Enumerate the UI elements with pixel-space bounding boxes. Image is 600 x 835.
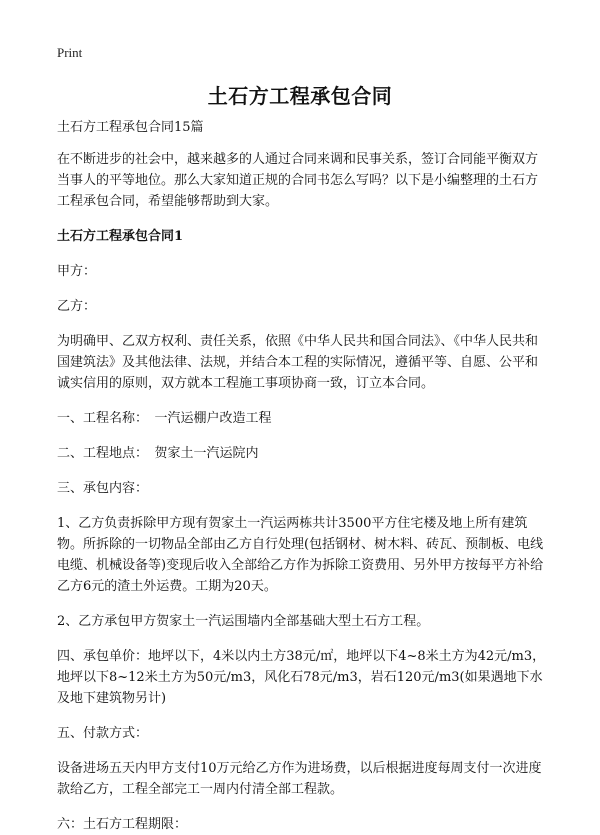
clause-duration-heading: 六：土石方工程期限：	[57, 817, 188, 832]
clause-scope-heading: 三、承包内容：	[57, 481, 149, 496]
intro-paragraph: 在不断进步的社会中，越来越多的人通过合同来调和民事关系，签订合同能平衡双方当事人的平等地位。那么大家知道正规的合同书怎么写吗？以下是小编整理的土石方工程承包合同，希望能够帮助到大家。	[57, 152, 539, 209]
clause-project-location: 二、工程地点： 贺家土一汽运院内	[57, 446, 259, 461]
print-label: Print	[57, 45, 83, 60]
clause-payment-heading: 五、付款方式：	[57, 726, 149, 741]
document-subtitle: 土石方工程承包合同15篇	[57, 120, 204, 135]
clause-scope-item-2: 2、乙方承包甲方贺家土一汽运围墙内全部基础大型土石方工程。	[57, 614, 430, 629]
clause-project-name: 一、工程名称： 一汽运棚户改造工程	[57, 411, 272, 426]
document-title: 土石方工程承包合同	[207, 84, 393, 108]
preamble-paragraph: 为明确甲、乙双方权利、责任关系，依照《中华人民共和国合同法》、《中华人民共和国建筑法》及其他法律、法规，并结合本工程的实际情况，遵循平等、自愿、公平和诚实信用的原则，双方就本工程施工事项协商一致，订立本合同。	[57, 334, 539, 391]
clause-payment-text: 设备进场五天内甲方支付10万元给乙方作为进场费，以后根据进度每周支付一次进度款给乙方，工程全部完工一周内付清全部工程款。	[57, 761, 542, 797]
party-b-label: 乙方：	[57, 299, 97, 314]
section-heading: 土石方工程承包合同1	[57, 229, 184, 244]
party-a-label: 甲方：	[57, 264, 97, 279]
clause-unit-price: 四、承包单价：地坪以下，4米以内土方38元/㎡，地坪以下4~8米土方为42元/m3，地坪以下8~12米土方为50元/m3，风化石78元/m3，岩石120元/m3(如果遇地下水及地下建筑物另计)	[57, 649, 546, 706]
document-body	[57, 117, 547, 835]
clause-scope-item-1: 1、乙方负责拆除甲方现有贺家土一汽运两栋共计3500平方住宅楼及地上所有建筑物。所拆除的一切物品全部由乙方自行处理(包括钢材、树木料、砖瓦、预制板、电线电缆、机械设备等)变现后收入全部给乙方作为拆除工资费用、另外甲方按每平方补给乙方6元的渣土外运费。工期为20天。	[57, 516, 544, 594]
